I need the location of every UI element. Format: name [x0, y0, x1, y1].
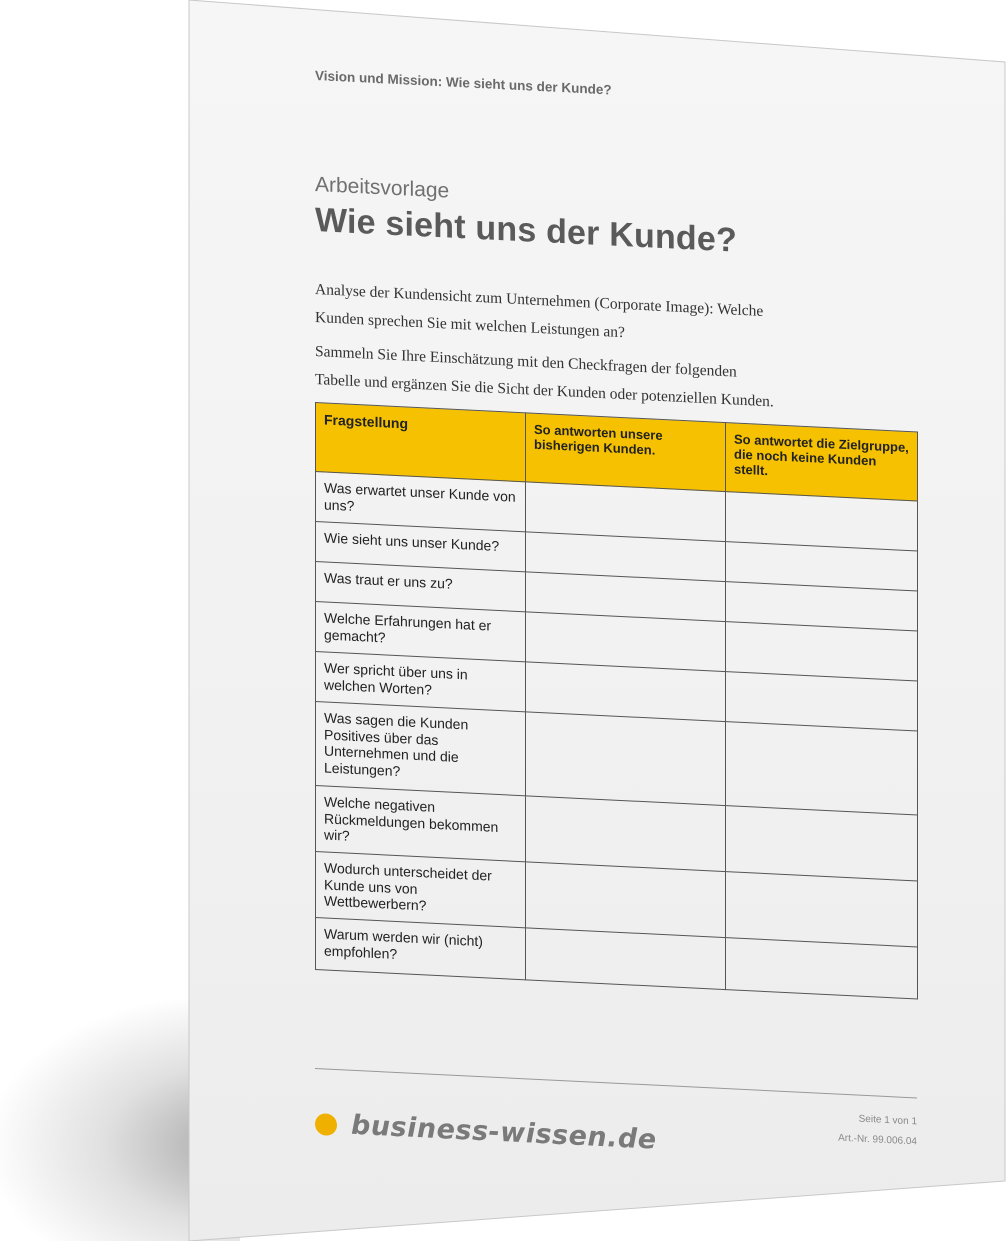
column-header-target-group: So antwortet die Zielgruppe, die noch keine Kunden stellt. — [726, 423, 918, 501]
document-kicker: Arbeitsvorlage — [315, 173, 450, 203]
page-number: Seite 1 von 1 — [858, 1113, 917, 1128]
question-cell: Warum werden wir (nicht) empfohlen? — [316, 918, 526, 980]
answer-cell-existing[interactable] — [526, 928, 726, 990]
question-cell: Was erwartet unser Kunde von uns? — [316, 472, 526, 532]
page-info — [785, 1106, 917, 1152]
answer-cell-target[interactable] — [726, 872, 918, 947]
brand-name: business-wissen.de — [351, 1109, 657, 1156]
document-title: Wie sieht uns der Kunde? — [315, 201, 737, 260]
intro-paragraph-1: Analyse der Kundensicht zum Unternehmen (Corporate Image): Welche Kunden sprechen Sie mit welchen Leistungen an? — [315, 281, 764, 342]
intro-paragraph-2: Sammeln Sie Ihre Einschätzung mit den Checkfragen der folgenden Tabelle und ergänzen Sie die Sicht der Kunden oder potenziellen Kunden. — [315, 343, 774, 411]
answer-cell-existing[interactable] — [526, 862, 726, 938]
intro-text — [315, 276, 775, 416]
question-cell: Wer spricht über uns in welchen Worten? — [316, 652, 526, 712]
article-number: Art.-Nr. 99.006.04 — [838, 1132, 917, 1148]
question-cell: Welche Erfahrungen hat er gemacht? — [316, 602, 526, 662]
running-header: Vision und Mission: Wie sieht uns der Kunde? — [315, 68, 612, 98]
question-cell: Wie sieht uns unser Kunde? — [316, 522, 526, 572]
answer-cell-existing[interactable] — [526, 712, 726, 806]
column-header-existing-customers: So antworten unsere bisherigen Kunden. — [526, 413, 726, 492]
question-table — [315, 402, 918, 999]
question-cell: Was traut er uns zu? — [316, 562, 526, 612]
question-cell: Was sagen die Kunden Positives über das Unternehmen und die Leistungen? — [316, 702, 526, 796]
question-cell: Wodurch unterscheidet der Kunde uns von Wettbewerbern? — [316, 852, 526, 928]
answer-cell-existing[interactable] — [526, 796, 726, 872]
answer-cell-target[interactable] — [726, 938, 918, 999]
question-cell: Welche negativen Rückmeldungen bekommen wir? — [316, 786, 526, 862]
answer-cell-target[interactable] — [726, 806, 918, 881]
answer-cell-target[interactable] — [726, 722, 918, 815]
column-header-question: Fragstellung — [316, 403, 526, 482]
page-content — [315, 68, 925, 1156]
brand-dot-icon — [315, 1113, 337, 1136]
